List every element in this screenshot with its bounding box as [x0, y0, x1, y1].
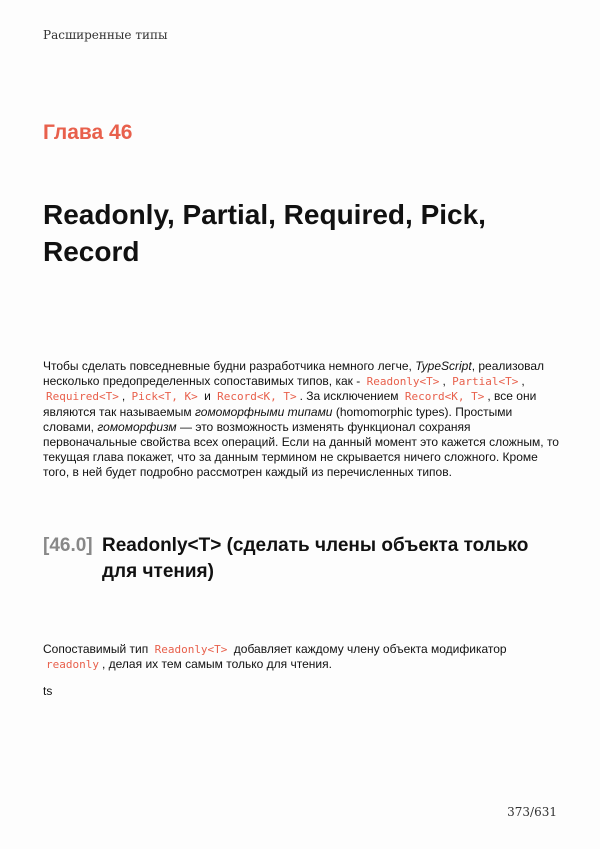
chapter-label: Глава 46 — [43, 121, 133, 144]
section-title: Readonly<T> (сделать члены объекта только для чтения) — [102, 535, 529, 582]
intro-paragraph — [43, 359, 563, 481]
code-record: Record<K, T> — [217, 390, 297, 404]
code-language-label: ts — [43, 684, 53, 698]
section-heading — [43, 533, 563, 585]
paragraph-text: Сопоставимый тип — [43, 642, 152, 656]
intro-text: Чтобы сделать повседневные будни разработчика немного легче, — [43, 359, 416, 373]
code-readonly: Readonly<T> — [366, 375, 440, 389]
separator: , — [521, 374, 525, 389]
term-homomorphic-types: гомоморфными типами — [195, 404, 333, 419]
separator: , — [442, 374, 450, 389]
conjunction: и — [200, 389, 215, 404]
code-record: Record<K, T> — [404, 390, 485, 404]
code-pick: Pick<T, K> — [131, 390, 198, 404]
section-number: [46.0] — [43, 535, 93, 556]
code-partial: Partial<T> — [452, 375, 519, 389]
code-required: Required<T> — [46, 390, 119, 404]
intro-text: , все они являются так называемым — [43, 389, 537, 419]
typescript-term: TypeScript — [415, 359, 472, 373]
code-readonly-modifier: readonly — [46, 658, 99, 672]
intro-text: — это возможность изменять функционал сохраняя первоначальные свойства всех операций. Если на данный момент это кажется сложным, то текущая глава покажет, что за данным термином не скрывается ничего сложного. Кроме того, в ней будет подробно рассмотрен каждый из перечисленных типов. — [43, 419, 559, 480]
page-number: 373/631 — [507, 805, 557, 819]
separator: , — [121, 389, 129, 404]
running-head: Расширенные типы — [43, 28, 168, 42]
section-paragraph — [43, 642, 563, 672]
chapter-title: Readonly, Partial, Required, Pick, Record — [43, 199, 486, 267]
paragraph-text: добавляет каждому члену объекта модификатор — [230, 642, 507, 656]
intro-text: . За исключением — [299, 389, 402, 404]
intro-text: (homomorphic types). Простыми словами, — [43, 404, 513, 434]
intro-text: , реализовал несколько предопределенных сопоставимых типов, как - — [43, 359, 545, 389]
paragraph-text: , делая их тем самым только для чтения. — [101, 657, 332, 672]
term-homomorphism: гомоморфизм — [97, 419, 177, 434]
code-readonly: Readonly<T> — [154, 643, 228, 656]
